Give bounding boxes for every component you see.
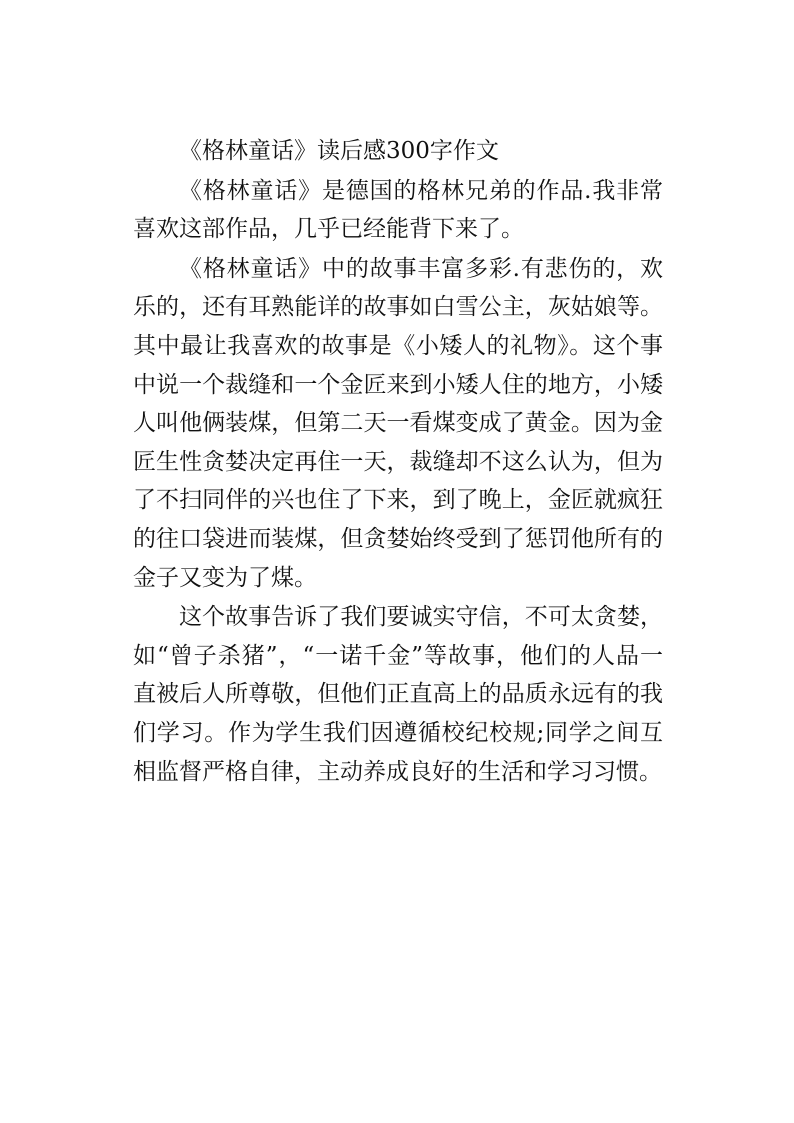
- essay-paragraph-2: 《格林童话》中的故事丰富多彩.有悲伤的，欢乐的，还有耳熟能详的故事如白雪公主，灰姑娘等。其中最让我喜欢的故事是《小矮人的礼物》。这个事中说一个裁缝和一个金匠来到小矮人住的地方，小矮人叫他俩装煤，但第二天一看煤变成了黄金。因为金匠生性贪婪决定再住一天，裁缝却不这么认为，但为了不扫同伴的兴也住了下来，到了晚上，金匠就疯狂的往口袋进而装煤，但贪婪始终受到了惩罚他所有的金子又变为了煤。: [133, 255, 663, 591]
- essay-paragraph-1: 《格林童话》是德国的格林兄弟的作品.我非常喜欢这部作品，几乎已经能背下来了。: [133, 177, 663, 243]
- essay-paragraph-3: 这个故事告诉了我们要诚实守信，不可太贪婪，如“曾子杀猪”，“一诺千金”等故事，他们的人品一直被后人所尊敬，但他们正直高上的品质永远有的我们学习。作为学生我们因遵循校纪校规;同学之间互相监督严格自律，主动养成良好的生活和学习习惯。: [133, 604, 663, 785]
- essay-body: [133, 132, 663, 791]
- essay-title: 《格林童话》读后感300字作文: [179, 138, 499, 164]
